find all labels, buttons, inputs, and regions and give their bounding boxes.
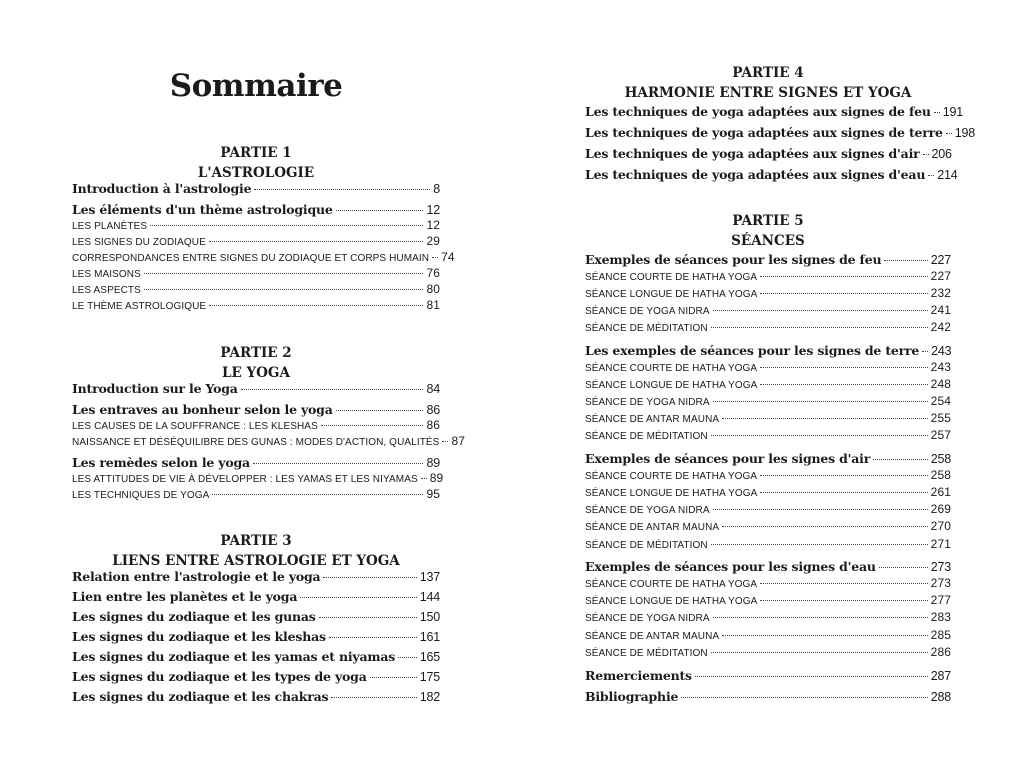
toc-entry-label: SÉANCE LONGUE DE HATHA YOGA bbox=[585, 488, 758, 499]
toc-entry-label: Les entraves au bonheur selon le yoga bbox=[72, 402, 333, 417]
toc-entry[interactable] bbox=[72, 202, 440, 217]
toc-entry-label: LES ATTITUDES DE VIE À DÉVELOPPER : LES YAMAS ET LES NIYAMAS bbox=[72, 474, 418, 485]
dot-leader bbox=[421, 478, 427, 479]
dot-leader bbox=[254, 189, 430, 190]
toc-entry-label: Remerciements bbox=[585, 668, 692, 683]
toc-entry-page: 144 bbox=[419, 590, 440, 604]
part-5-heading bbox=[585, 211, 951, 251]
dot-leader bbox=[323, 577, 416, 578]
toc-subentry[interactable] bbox=[585, 502, 951, 516]
toc-entry-label: SÉANCE COURTE DE HATHA YOGA bbox=[585, 471, 758, 482]
toc-entry-label: SÉANCE DE MÉDITATION bbox=[585, 648, 708, 659]
toc-entry-page: 232 bbox=[930, 286, 951, 300]
toc-entry-label: Les exemples de séances pour les signes de terre bbox=[585, 343, 920, 358]
dot-leader bbox=[722, 418, 928, 419]
toc-subentry[interactable] bbox=[585, 360, 951, 374]
toc-entry-label: Lien entre les planètes et le yoga bbox=[72, 589, 298, 604]
part-3-heading bbox=[72, 531, 440, 571]
dot-leader bbox=[209, 305, 423, 306]
toc-subentry[interactable] bbox=[585, 576, 951, 590]
dot-leader bbox=[331, 697, 416, 698]
toc-subentry[interactable] bbox=[72, 218, 440, 232]
toc-entry-page: 76 bbox=[426, 266, 440, 280]
dot-leader bbox=[873, 459, 928, 460]
dot-leader bbox=[760, 492, 927, 493]
toc-entry-label: Bibliographie bbox=[585, 689, 679, 704]
dot-leader bbox=[442, 441, 448, 442]
toc-entry-page: 287 bbox=[930, 669, 951, 683]
toc-entry-label: SÉANCE DE YOGA NIDRA bbox=[585, 397, 710, 408]
dot-leader bbox=[946, 133, 952, 134]
toc-entry-label: Relation entre l'astrologie et le yoga bbox=[72, 569, 321, 584]
toc-subentry[interactable] bbox=[585, 628, 951, 642]
toc-entry-label: LES TECHNIQUES DE YOGA bbox=[72, 490, 210, 501]
toc-entry-label: SÉANCE DE ANTAR MAUNA bbox=[585, 522, 720, 533]
toc-entry-page: 248 bbox=[930, 377, 951, 391]
dot-leader bbox=[144, 289, 424, 290]
toc-entry-label: SÉANCE COURTE DE HATHA YOGA bbox=[585, 579, 758, 590]
toc-subentry[interactable] bbox=[585, 468, 951, 482]
dot-leader bbox=[321, 425, 424, 426]
part-4-label: PARTIE 4 bbox=[732, 65, 804, 81]
part-2-label: PARTIE 2 bbox=[220, 345, 292, 361]
part-5-label: PARTIE 5 bbox=[732, 213, 804, 229]
dot-leader bbox=[432, 257, 438, 258]
dot-leader bbox=[934, 112, 940, 113]
toc-entry-label: LES MAISONS bbox=[72, 269, 141, 280]
toc-subentry[interactable] bbox=[585, 269, 951, 283]
toc-entry[interactable] bbox=[585, 146, 951, 161]
toc-entry-page: 271 bbox=[930, 537, 951, 551]
toc-entry-page: 288 bbox=[930, 690, 951, 704]
toc-entry-label: Les signes du zodiaque et les gunas bbox=[72, 609, 316, 624]
toc-entry-page: 273 bbox=[930, 576, 951, 590]
toc-entry[interactable] bbox=[585, 559, 951, 574]
toc-entry-page: 270 bbox=[930, 519, 951, 533]
dot-leader bbox=[241, 389, 424, 390]
toc-entry[interactable] bbox=[72, 669, 440, 684]
dot-leader bbox=[760, 293, 927, 294]
dot-leader bbox=[760, 600, 927, 601]
toc-entry[interactable] bbox=[72, 402, 440, 417]
toc-entry-page: 12 bbox=[426, 203, 440, 217]
toc-entry-page: 165 bbox=[419, 650, 440, 664]
dot-leader bbox=[150, 225, 423, 226]
toc-entry-page: 255 bbox=[930, 411, 951, 425]
toc-entry-label: Introduction à l'astrologie bbox=[72, 181, 252, 196]
part-4-heading bbox=[585, 63, 951, 103]
toc-entry-label: Les éléments d'un thème astrologique bbox=[72, 202, 333, 217]
toc-entry-page: 206 bbox=[931, 147, 952, 161]
toc-entry[interactable] bbox=[72, 609, 440, 624]
dot-leader bbox=[300, 597, 416, 598]
toc-entry-page: 81 bbox=[426, 298, 440, 312]
toc-entry-page: 161 bbox=[419, 630, 440, 644]
dot-leader bbox=[711, 435, 928, 436]
toc-entry-label: Les signes du zodiaque et les types de yoga bbox=[72, 669, 367, 684]
toc-entry-page: 257 bbox=[930, 428, 951, 442]
toc-subentry[interactable] bbox=[72, 298, 440, 312]
dot-leader bbox=[336, 410, 424, 411]
toc-entry-page: 285 bbox=[930, 628, 951, 642]
toc-entry-label: NAISSANCE ET DÉSÉQUILIBRE DES GUNAS : MODES D'ACTION, QUALITÉS bbox=[72, 437, 440, 448]
part-1-heading bbox=[72, 143, 440, 183]
dot-leader bbox=[713, 617, 928, 618]
toc-entry-page: 175 bbox=[419, 670, 440, 684]
page-title: Sommaire bbox=[169, 68, 343, 104]
dot-leader bbox=[760, 583, 927, 584]
dot-leader bbox=[923, 154, 929, 155]
toc-subentry[interactable] bbox=[585, 610, 951, 624]
dot-leader bbox=[144, 273, 424, 274]
dot-leader bbox=[760, 367, 927, 368]
toc-subentry[interactable] bbox=[585, 394, 951, 408]
toc-subentry[interactable] bbox=[72, 266, 440, 280]
toc-entry-label: SÉANCE DE YOGA NIDRA bbox=[585, 306, 710, 317]
dot-leader bbox=[760, 475, 927, 476]
dot-leader bbox=[212, 494, 423, 495]
toc-subentry[interactable] bbox=[585, 377, 951, 391]
dot-leader bbox=[681, 697, 927, 698]
toc-entry-label: SÉANCE DE YOGA NIDRA bbox=[585, 505, 710, 516]
dot-leader bbox=[722, 635, 928, 636]
toc-entry[interactable] bbox=[585, 104, 964, 119]
toc-entry-label: LE THÈME ASTROLOGIQUE bbox=[72, 301, 207, 312]
toc-subentry[interactable] bbox=[585, 485, 951, 499]
dot-leader bbox=[253, 463, 424, 464]
toc-entry-page: 150 bbox=[419, 610, 440, 624]
toc-entry-label: SÉANCE DE YOGA NIDRA bbox=[585, 613, 710, 624]
toc-entry-label: Les techniques de yoga adaptées aux signes d'air bbox=[585, 146, 920, 161]
toc-entry-page: 214 bbox=[937, 168, 958, 182]
dot-leader bbox=[711, 544, 928, 545]
toc-entry-page: 286 bbox=[930, 645, 951, 659]
toc-entry-label: Les remèdes selon le yoga bbox=[72, 455, 250, 470]
toc-entry[interactable] bbox=[72, 569, 440, 584]
toc-entry[interactable] bbox=[585, 167, 958, 182]
part-3-label: PARTIE 3 bbox=[220, 533, 292, 549]
toc-entry[interactable] bbox=[72, 689, 440, 704]
toc-entry-page: 87 bbox=[451, 434, 466, 448]
toc-entry-label: Exemples de séances pour les signes d'air bbox=[585, 451, 871, 466]
toc-entry[interactable] bbox=[585, 689, 951, 704]
dot-leader bbox=[879, 567, 928, 568]
toc-entry-label: Exemples de séances pour les signes de feu bbox=[585, 252, 882, 267]
toc-entry-label: LES ASPECTS bbox=[72, 285, 141, 296]
toc-entry[interactable] bbox=[585, 125, 976, 140]
toc-entry-label: Les techniques de yoga adaptées aux signes de terre bbox=[585, 125, 943, 140]
toc-entry-page: 198 bbox=[954, 126, 976, 140]
dot-leader bbox=[760, 384, 927, 385]
toc-entry-label: Les signes du zodiaque et les chakras bbox=[72, 689, 329, 704]
toc-subentry[interactable] bbox=[585, 645, 951, 659]
dot-leader bbox=[713, 509, 928, 510]
toc-entry-label: Introduction sur le Yoga bbox=[72, 381, 238, 396]
toc-entry-page: 12 bbox=[426, 218, 440, 232]
toc-entry-label: SÉANCE DE MÉDITATION bbox=[585, 540, 708, 551]
dot-leader bbox=[319, 617, 417, 618]
dot-leader bbox=[713, 310, 928, 311]
toc-entry[interactable] bbox=[72, 381, 440, 396]
toc-entry-page: 80 bbox=[426, 282, 440, 296]
part-1-name: L'ASTROLOGIE bbox=[197, 165, 315, 181]
toc-entry[interactable] bbox=[585, 252, 951, 267]
dot-leader bbox=[370, 677, 417, 678]
dot-leader bbox=[329, 637, 417, 638]
dot-leader bbox=[336, 210, 424, 211]
toc-subentry[interactable] bbox=[585, 537, 951, 551]
toc-entry-label: SÉANCE DE MÉDITATION bbox=[585, 431, 708, 442]
toc-entry-page: 243 bbox=[931, 344, 952, 358]
toc-entry-label: SÉANCE LONGUE DE HATHA YOGA bbox=[585, 596, 758, 607]
toc-entry-label: LES PLANÈTES bbox=[72, 221, 148, 232]
toc-entry-label: Les signes du zodiaque et les kleshas bbox=[72, 629, 326, 644]
right-page bbox=[585, 0, 976, 768]
part-2-name: LE YOGA bbox=[222, 365, 290, 381]
toc-entry[interactable] bbox=[72, 649, 440, 664]
toc-entry-page: 86 bbox=[426, 403, 440, 417]
dot-leader bbox=[713, 401, 928, 402]
dot-leader bbox=[711, 652, 928, 653]
toc-entry-label: Les techniques de yoga adaptées aux signes d'eau bbox=[585, 167, 926, 182]
toc-subentry[interactable] bbox=[72, 234, 440, 248]
toc-entry-label: SÉANCE LONGUE DE HATHA YOGA bbox=[585, 289, 758, 300]
toc-entry-page: 227 bbox=[930, 253, 951, 267]
toc-entry-page: 258 bbox=[930, 452, 951, 466]
toc-entry[interactable] bbox=[585, 451, 951, 466]
toc-subentry[interactable] bbox=[585, 519, 951, 533]
toc-entry-page: 74 bbox=[441, 250, 455, 264]
toc-entry-label: LES SIGNES DU ZODIAQUE bbox=[72, 237, 206, 248]
toc-entry-label: SÉANCE DE ANTAR MAUNA bbox=[585, 414, 720, 425]
toc-entry[interactable] bbox=[72, 455, 440, 470]
toc-entry[interactable] bbox=[72, 181, 440, 196]
part-1-label: PARTIE 1 bbox=[220, 145, 292, 161]
toc-subentry[interactable] bbox=[72, 434, 466, 448]
toc-entry[interactable] bbox=[585, 343, 951, 358]
toc-subentry[interactable] bbox=[585, 303, 951, 317]
toc-entry-page: 261 bbox=[930, 485, 951, 499]
toc-entry-page: 283 bbox=[930, 610, 951, 624]
toc-entry-page: 243 bbox=[930, 360, 951, 374]
toc-entry-page: 29 bbox=[426, 234, 440, 248]
dot-leader bbox=[760, 276, 927, 277]
toc-entry-label: SÉANCE LONGUE DE HATHA YOGA bbox=[585, 380, 758, 391]
toc-entry-page: 182 bbox=[419, 690, 440, 704]
part-2-heading bbox=[72, 343, 440, 383]
toc-entry-label: Les techniques de yoga adaptées aux signes de feu bbox=[585, 104, 931, 119]
toc-entry-page: 241 bbox=[930, 303, 951, 317]
toc-entry-page: 95 bbox=[426, 487, 440, 501]
part-3-name: LIENS ENTRE ASTROLOGIE ET YOGA bbox=[112, 553, 400, 569]
toc-subentry[interactable] bbox=[72, 471, 444, 485]
toc-subentry[interactable] bbox=[585, 411, 951, 425]
toc-entry-page: 258 bbox=[930, 468, 951, 482]
toc-subentry[interactable] bbox=[72, 487, 440, 501]
toc-entry-page: 277 bbox=[930, 593, 951, 607]
toc-entry-label: SÉANCE COURTE DE HATHA YOGA bbox=[585, 272, 758, 283]
toc-subentry[interactable] bbox=[585, 286, 951, 300]
toc-entry-label: SÉANCE COURTE DE HATHA YOGA bbox=[585, 363, 758, 374]
toc-entry-page: 242 bbox=[930, 320, 951, 334]
toc-entry-page: 273 bbox=[930, 560, 951, 574]
part-4-name: HARMONIE ENTRE SIGNES ET YOGA bbox=[624, 85, 912, 101]
dot-leader bbox=[711, 327, 928, 328]
toc-entry-page: 269 bbox=[930, 502, 951, 516]
toc-subentry[interactable] bbox=[585, 428, 951, 442]
toc-entry[interactable] bbox=[72, 629, 440, 644]
toc-entry-page: 137 bbox=[419, 570, 440, 584]
toc-entry-page: 191 bbox=[942, 105, 964, 119]
toc-entry-label: LES CAUSES DE LA SOUFFRANCE : LES KLESHAS bbox=[72, 421, 318, 432]
toc-entry-page: 86 bbox=[426, 418, 440, 432]
toc-entry-page: 89 bbox=[429, 471, 444, 485]
dot-leader bbox=[922, 351, 928, 352]
toc-entry-label: Exemples de séances pour les signes d'eau bbox=[585, 559, 876, 574]
toc-entry-page: 8 bbox=[433, 182, 440, 196]
toc-entry[interactable] bbox=[585, 668, 951, 683]
dot-leader bbox=[928, 175, 934, 176]
dot-leader bbox=[722, 526, 928, 527]
toc-entry-page: 84 bbox=[426, 382, 440, 396]
toc-entry-page: 89 bbox=[426, 456, 440, 470]
toc-subentry[interactable] bbox=[72, 418, 440, 432]
dot-leader bbox=[209, 241, 424, 242]
toc-entry-label: SÉANCE DE MÉDITATION bbox=[585, 323, 708, 334]
toc-entry-label: CORRESPONDANCES ENTRE SIGNES DU ZODIAQUE ET CORPS HUMAIN bbox=[72, 253, 430, 264]
dot-leader bbox=[695, 676, 928, 677]
dot-leader bbox=[398, 657, 417, 658]
toc-entry-label: Les signes du zodiaque et les yamas et niyamas bbox=[72, 649, 396, 664]
dot-leader bbox=[884, 260, 927, 261]
left-page bbox=[72, 0, 466, 768]
toc-subentry[interactable] bbox=[585, 320, 951, 334]
toc-subentry[interactable] bbox=[585, 593, 951, 607]
toc-subentry[interactable] bbox=[72, 282, 440, 296]
toc-subentry[interactable] bbox=[72, 250, 455, 264]
toc-entry-page: 227 bbox=[930, 269, 951, 283]
part-5-name: SÉANCES bbox=[731, 233, 805, 249]
toc-entry-label: SÉANCE DE ANTAR MAUNA bbox=[585, 631, 720, 642]
toc-entry[interactable] bbox=[72, 589, 440, 604]
toc-entry-page: 254 bbox=[930, 394, 951, 408]
